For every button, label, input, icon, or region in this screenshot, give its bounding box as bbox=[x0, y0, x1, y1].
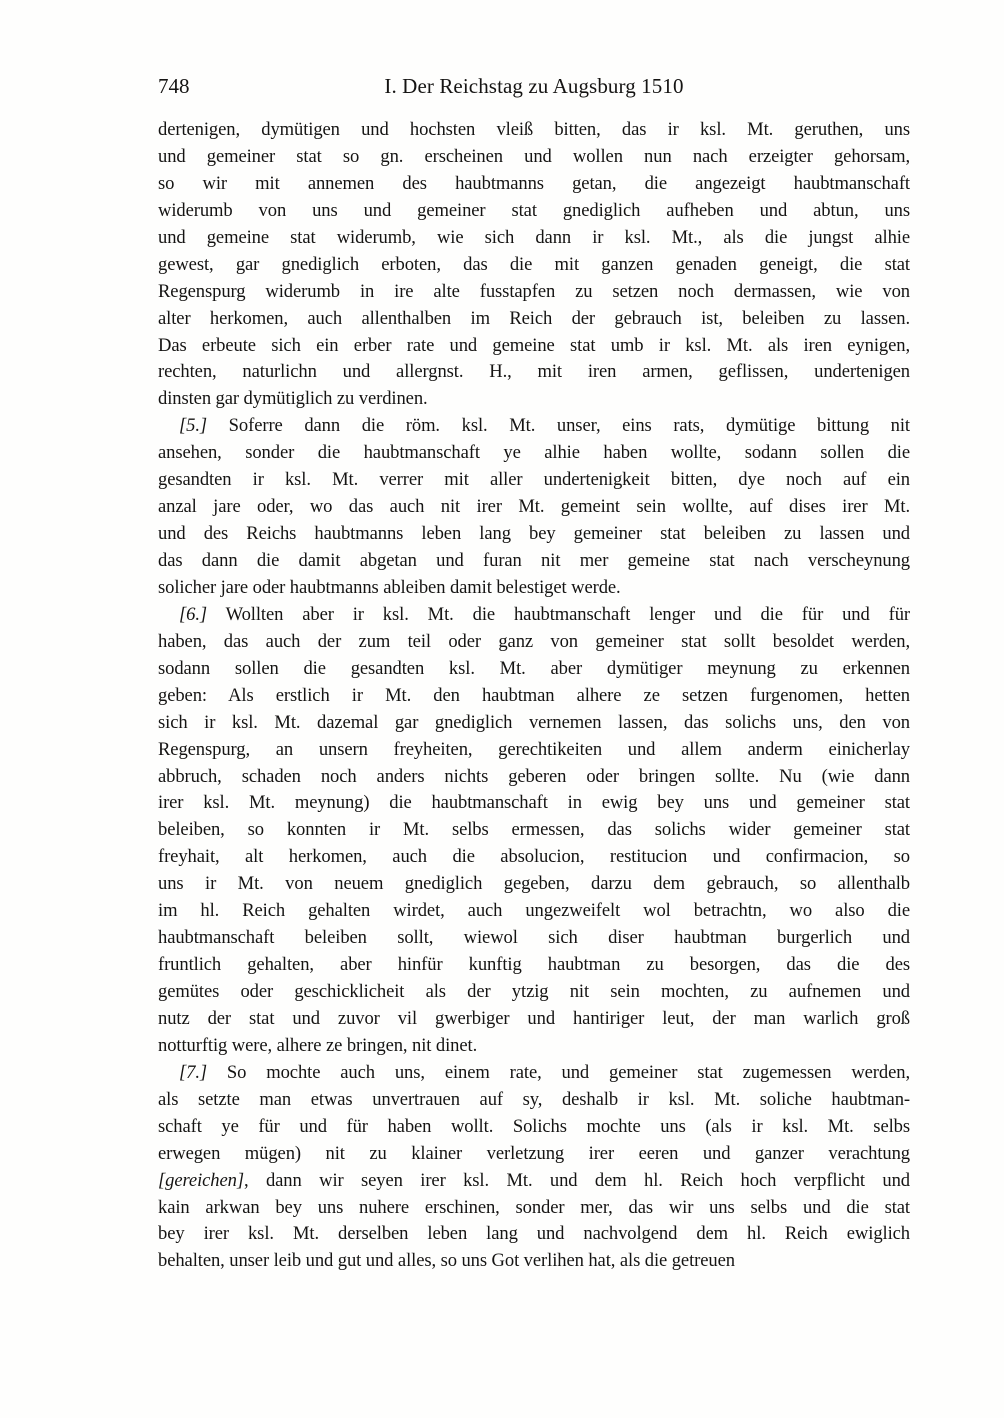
text-line: und gemeine stat widerumb, wie sich dann ir ksl. Mt., als die jungst alhie bbox=[158, 226, 910, 248]
text-line: ansehen, sonder die haubtmanschaft ye alhie haben wollte, sodann sollen die bbox=[158, 442, 910, 464]
text-line: geben: Als erstlich ir Mt. den haubtman alhere ze setzen furgenomen, hetten bbox=[158, 684, 910, 706]
italic-text: [5.] bbox=[179, 415, 208, 437]
text-line: fruntlich gehalten, aber hinfür kunftig haubtman zu besorgen, das die des bbox=[158, 954, 910, 976]
text-line: so wir mit annemen des haubtmanns getan, die angezeigt haubtmanschaft bbox=[158, 172, 910, 194]
text-line: [6.] Wollten aber ir ksl. Mt. die haubtmanschaft lenger und die für und für bbox=[179, 603, 910, 625]
text-line: gesandten ir ksl. Mt. verrer mit aller undertenigkeit bitten, dye noch auf ein bbox=[158, 469, 910, 491]
text-line: und gemeiner stat so gn. erscheinen und wollen nun nach erzeigter gehorsam, bbox=[158, 145, 910, 167]
text-line: kain arkwan bey uns nuhere erschinen, sonder mer, das wir uns selbs und die stat bbox=[158, 1196, 910, 1218]
text-line: das dann die damit abgetan und furan nit mer gemeine stat nach verscheynung bbox=[158, 550, 910, 571]
text-line: erwegen mügen) nit zu klainer verletzung irer eeren und ganzer verachtung bbox=[158, 1142, 910, 1164]
italic-text: [6.] bbox=[179, 603, 208, 625]
text-line: gewest, gar gnediglich erboten, das die mit ganzen genaden geneigt, die stat bbox=[158, 253, 910, 275]
text-line: schaft ye für und für haben wollt. Solichs mochte uns (als ir ksl. Mt. selbs bbox=[158, 1115, 910, 1137]
text-line: [7.] So mochte auch uns, einem rate, und gemeiner stat zugemessen werden, bbox=[179, 1061, 910, 1083]
text-line: notturftig were, alhere ze bringen, nit dinet. bbox=[158, 1034, 478, 1056]
italic-text: [gereichen] bbox=[158, 1169, 244, 1191]
text-line: und des Reichs haubtmanns leben lang bey gemeiner stat beleiben zu lassen und bbox=[158, 523, 910, 545]
text-line: im hl. Reich gehalten wirdet, auch ungezweifelt wol betrachtn, wo also die bbox=[158, 900, 910, 922]
text-line: behalten, unser leib und gut und alles, so uns Got verlihen hat, als die getreuen bbox=[158, 1250, 735, 1272]
text-line: haubtmanschaft beleiben sollt, wiewol sich diser haubtman burgerlich und bbox=[158, 927, 910, 949]
text-line: widerumb von uns und gemeiner stat gnediglich aufheben und abtun, uns bbox=[158, 199, 910, 221]
text-line: solicher jare oder haubtmanns ableiben damit belestiget werde. bbox=[158, 576, 621, 598]
text-line: gemütes oder geschicklicheit als der ytzig nit sein mochten, zu aufnemen und bbox=[158, 981, 910, 1002]
paragraph-3 bbox=[158, 1060, 910, 1276]
text-line: dertenigen, dymütigen und hochsten vleiß bitten, das ir ksl. Mt. geruthen, uns bbox=[158, 119, 910, 140]
text-line: beleiben, so konnten ir Mt. selbs ermessen, das solichs wider gemeiner stat bbox=[158, 819, 910, 841]
text-block bbox=[158, 117, 910, 1275]
text-line: irer ksl. Mt. meynung) die haubtmanschaft in ewig bey uns und gemeiner stat bbox=[158, 792, 910, 814]
text-line: nutz der stat und zuvor vil gwerbiger und hantiriger leut, der man warlich groß bbox=[158, 1007, 910, 1029]
text-line: Regenspurg, an unsern freyheiten, gerechtikeiten und allem anderm einicherlay bbox=[158, 738, 910, 760]
page-number: 748 bbox=[158, 74, 190, 98]
running-header bbox=[158, 74, 910, 104]
text-line: [gereichen], dann wir seyen irer ksl. Mt. und dem hl. Reich hoch verpflicht und bbox=[158, 1169, 910, 1191]
text-line: uns ir Mt. von neuem gnediglich gegeben, darzu dem gebrauch, so allenthalb bbox=[158, 873, 910, 895]
text-line: freyhait, alt herkomen, auch die absolucion, restitucion und confirmacion, so bbox=[158, 846, 910, 868]
text-line: dinsten gar dymütiglich zu verdinen. bbox=[158, 388, 428, 410]
text-line: haben, das auch der zum teil oder ganz von gemeiner stat sollt besoldet werden, bbox=[158, 630, 910, 652]
text-line: Regenspurg widerumb in ire alte fusstapfen zu setzen noch dermassen, wie von bbox=[158, 280, 910, 302]
text-line: bey irer ksl. Mt. derselben leben lang und nachvolgend dem hl. Reich ewiglich bbox=[158, 1223, 910, 1245]
text-line: Das erbeute sich ein erber rate und gemeine stat umb ir ksl. Mt. als iren eynigen, bbox=[158, 334, 910, 356]
text-line: abbruch, schaden noch anders nichts geberen oder bringen sollte. Nu (wie dann bbox=[158, 765, 910, 787]
text-line: als setzte man etwas unvertrauen auf sy, deshalb ir ksl. Mt. soliche haubtman- bbox=[158, 1088, 910, 1110]
paragraph-2 bbox=[158, 602, 910, 1060]
text-line: sodann sollen die gesandten ksl. Mt. aber dymütiger meynung zu erkennen bbox=[158, 657, 910, 679]
text-line: rechten, naturlichn und allergnst. H., mit iren armen, geflissen, undertenigen bbox=[158, 361, 910, 383]
text-line: [5.] Soferre dann die röm. ksl. Mt. unser, eins rats, dymütige bittung nit bbox=[179, 415, 910, 437]
paragraph-1 bbox=[158, 413, 910, 602]
text-line: sich ir ksl. Mt. dazemal gar gnediglich vernemen lassen, das solichs uns, den von bbox=[158, 711, 910, 733]
italic-text: [7.] bbox=[179, 1061, 208, 1083]
page-header-title: I. Der Reichstag zu Augsburg 1510 bbox=[384, 74, 684, 98]
text-line: anzal jare oder, wo das auch nit irer Mt. gemeint sein wollte, auf dises irer Mt. bbox=[158, 496, 910, 518]
paragraph-0 bbox=[158, 117, 910, 413]
text-line: alter herkomen, auch allenthalben im Reich der gebrauch ist, beleiben zu lassen. bbox=[158, 307, 910, 329]
